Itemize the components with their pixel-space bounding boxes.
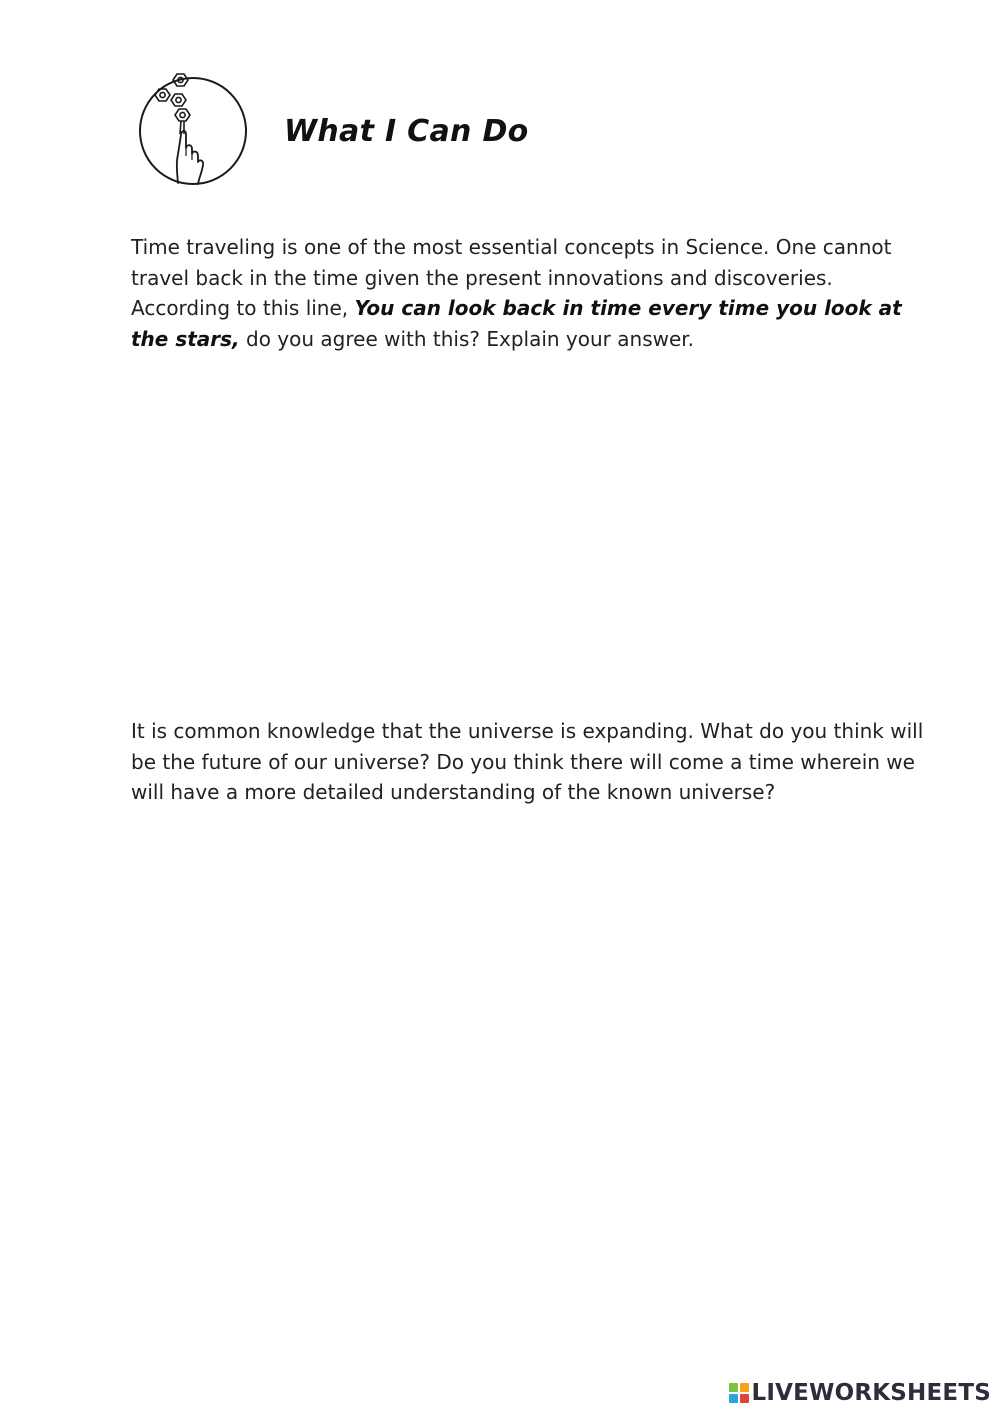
logo-block-green: [729, 1383, 738, 1392]
hand-with-hex-nuts-icon: [132, 68, 254, 190]
logo-block-orange: [740, 1383, 749, 1392]
question-1-text-before: Time traveling is one of the most essential concepts in Science. One cannot travel back in the time given the present innovations and discoveries. According to this line,: [131, 235, 892, 320]
liveworksheets-wordmark: LIVEWORKSHEETS: [751, 1380, 991, 1406]
question-1-paragraph: [131, 232, 931, 354]
logo-block-blue: [729, 1394, 738, 1403]
answer-area-2[interactable]: [131, 830, 921, 1250]
liveworksheets-watermark: [729, 1380, 991, 1406]
question-1-emphasis: You can look back in time every time you look at the stars,: [131, 296, 902, 351]
section-title: What I Can Do: [284, 114, 529, 149]
logo-block-red: [740, 1394, 749, 1403]
question-1-text-after: do you agree with this? Explain your answer.: [239, 326, 695, 351]
answer-area-1[interactable]: [131, 370, 921, 690]
question-2-paragraph: It is common knowledge that the universe is expanding. What do you think will be the future of our universe? Do you think there will come a time wherein we will have a more detailed understanding of the known universe?: [131, 719, 924, 804]
liveworksheets-logo-icon: [729, 1383, 749, 1403]
